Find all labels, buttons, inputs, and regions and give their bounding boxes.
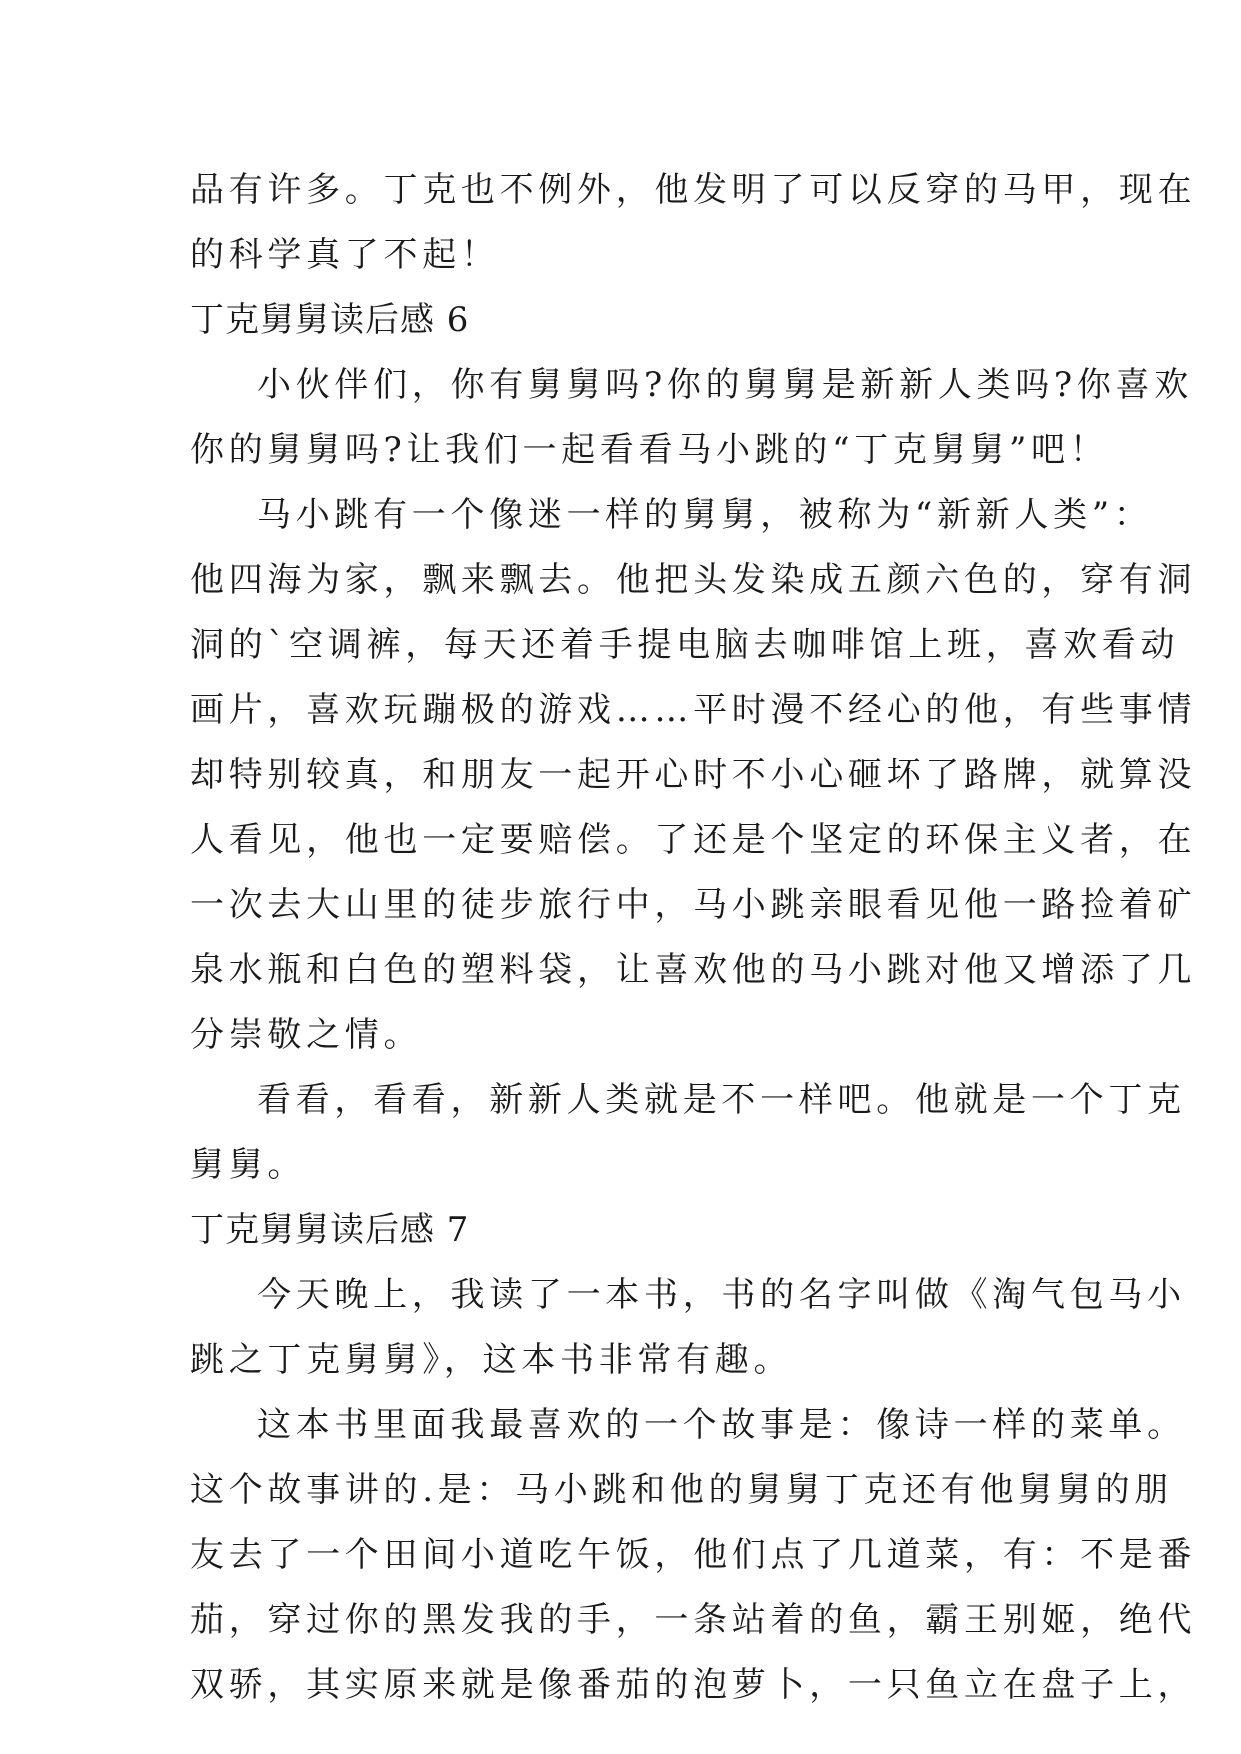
body-line: 品有许多。丁克也不例外，他发明了可以反穿的马甲，现在 [190, 170, 1197, 210]
paragraph-first-line: 今天晚上，我读了一本书，书的名字叫做《淘气包马小 [257, 1275, 1186, 1315]
body-line: 这个故事讲的.是：马小跳和他的舅舅丁克还有他舅舅的朋 [190, 1470, 1174, 1510]
paragraph-first-line: 小伙伴们，你有舅舅吗?你的舅舅是新新人类吗?你喜欢 [257, 365, 1193, 405]
body-line: 友去了一个田间小道吃午饭，他们点了几道菜，有：不是番 [190, 1535, 1197, 1575]
section-heading: 丁克舅舅读后感 7 [190, 1210, 470, 1250]
body-line: 茄，穿过你的黑发我的手，一条站着的鱼，霸王别姬，绝代 [190, 1600, 1197, 1640]
body-line: 泉水瓶和白色的塑料袋，让喜欢他的马小跳对他又增添了几 [190, 950, 1197, 990]
body-line: 的科学真了不起！ [190, 235, 500, 275]
body-line: 跳之丁克舅舅》，这本书非常有趣。 [190, 1340, 793, 1380]
body-line: 舅舅。 [190, 1145, 307, 1185]
body-line: 他四海为家，飘来飘去。他把头发染成五颜六色的，穿有洞 [190, 560, 1197, 600]
paragraph-first-line: 马小跳有一个像迷一样的舅舅，被称为“新新人类”： [257, 495, 1153, 535]
paragraph-first-line: 这本书里面我最喜欢的一个故事是：像诗一样的菜单。 [257, 1405, 1186, 1445]
body-line: 洞的`空调裤，每天还着手提电脑去咖啡馆上班，喜欢看动 [190, 625, 1180, 665]
body-line: 你的舅舅吗?让我们一起看看马小跳的“丁克舅舅”吧！ [190, 430, 1109, 470]
body-line: 画片，喜欢玩蹦极的游戏……平时漫不经心的他，有些事情 [190, 690, 1197, 730]
section-heading: 丁克舅舅读后感 6 [190, 300, 470, 340]
body-line: 人看见，他也一定要赔偿。了还是个坚定的环保主义者，在 [190, 820, 1197, 860]
document-body [190, 158, 1197, 1718]
body-line: 一次去大山里的徒步旅行中，马小跳亲眼看见他一路捡着矿 [190, 885, 1197, 925]
body-line: 分崇敬之情。 [190, 1015, 423, 1055]
body-line: 双骄，其实原来就是像番茄的泡萝卜，一只鱼立在盘子上， [190, 1665, 1197, 1705]
body-line: 却特别较真，和朋友一起开心时不小心砸坏了路牌，就算没 [190, 755, 1197, 795]
paragraph-first-line: 看看，看看，新新人类就是不一样吧。他就是一个丁克 [257, 1080, 1186, 1120]
